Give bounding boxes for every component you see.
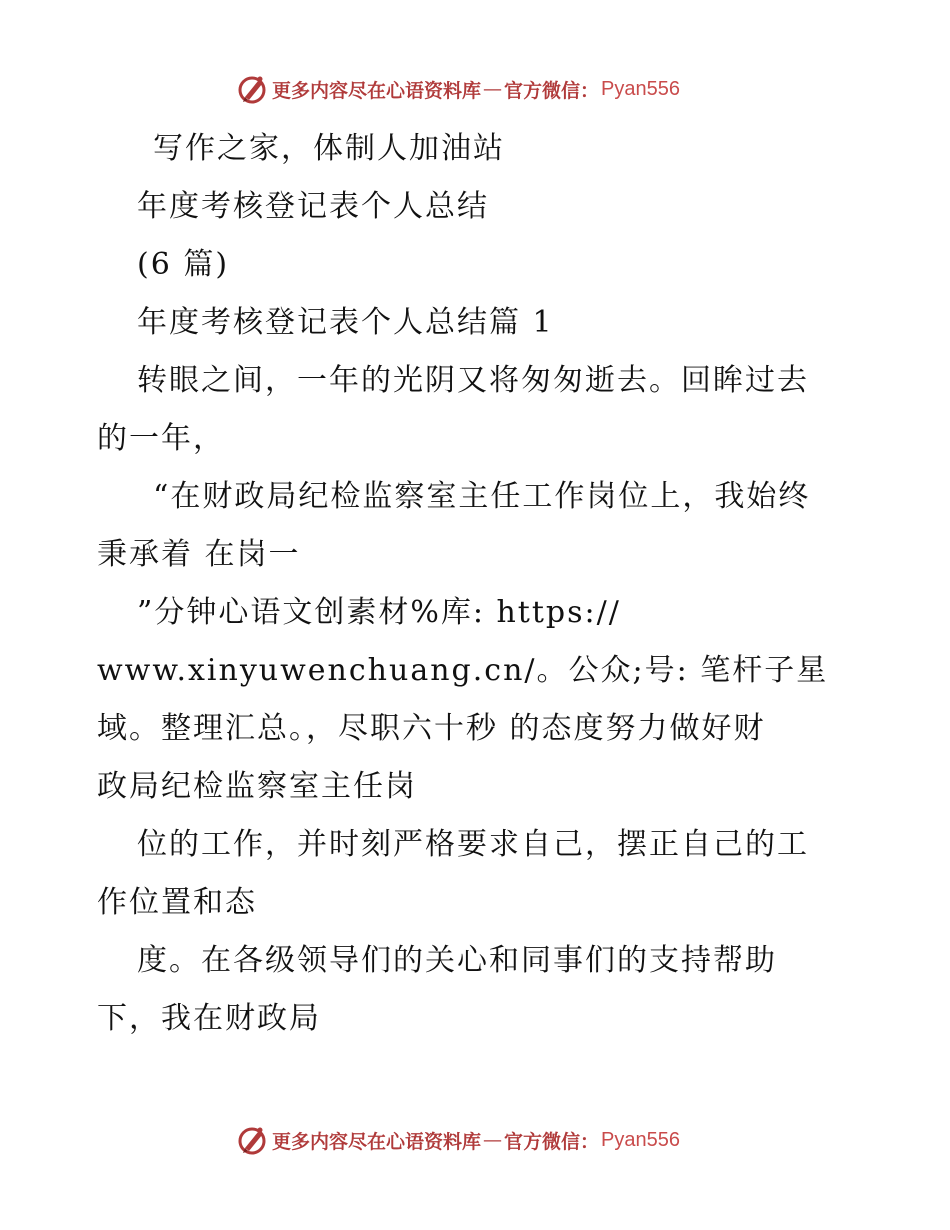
- doc-paragraph-line: www.xinyuwenchuang.cn/。公众;号: 笔杆子星: [97, 653, 829, 688]
- document-body: [97, 120, 867, 1048]
- doc-paragraph-line: “在财政局纪检监察室主任工作岗位上，我始终: [153, 479, 811, 514]
- banner-wechat-label: 官方微信：: [504, 1130, 600, 1153]
- banner-brand-text: 更多内容尽在心语资料库: [272, 79, 482, 102]
- doc-paragraph-line: 政局纪检监察室主任岗: [97, 769, 417, 804]
- doc-paragraph-line: 作位置和态: [97, 885, 257, 920]
- doc-section-heading: 年度考核登记表个人总结篇 1: [137, 305, 554, 340]
- pen-logo-icon: [236, 73, 268, 105]
- doc-paragraph-line: 转眼之间，一年的光阴又将匆匆逝去。回眸过去: [137, 363, 809, 398]
- banner-separator: —: [483, 78, 503, 100]
- banner-brand-text: 更多内容尽在心语资料库: [272, 1130, 482, 1153]
- header-banner: [236, 72, 756, 106]
- doc-paragraph-line: ”分钟心语文创素材%库: https://: [137, 595, 621, 630]
- doc-paragraph-line: 秉承着 在岗一: [97, 537, 301, 572]
- pen-logo-icon: [236, 1124, 268, 1156]
- doc-title: 年度考核登记表个人总结: [137, 189, 489, 224]
- footer-banner: [236, 1123, 756, 1157]
- doc-title-count: (6 篇): [137, 247, 230, 282]
- banner-wechat-label: 官方微信：: [504, 79, 600, 102]
- doc-paragraph-line: 下，我在财政局: [97, 1001, 321, 1036]
- doc-paragraph-line: 的一年，: [97, 421, 225, 456]
- doc-paragraph-line: 域。整理汇总。，尽职六十秒 的态度努力做好财: [97, 711, 766, 746]
- doc-line-tagline: 写作之家，体制人加油站: [153, 131, 505, 166]
- banner-separator: —: [483, 1129, 503, 1151]
- doc-paragraph-line: 位的工作，并时刻严格要求自己，摆正自己的工: [137, 827, 809, 862]
- doc-paragraph-line: 度。在各级领导们的关心和同事们的支持帮助: [137, 943, 777, 978]
- banner-wechat-id: Pyan556: [601, 1128, 680, 1151]
- banner-wechat-id: Pyan556: [601, 77, 680, 100]
